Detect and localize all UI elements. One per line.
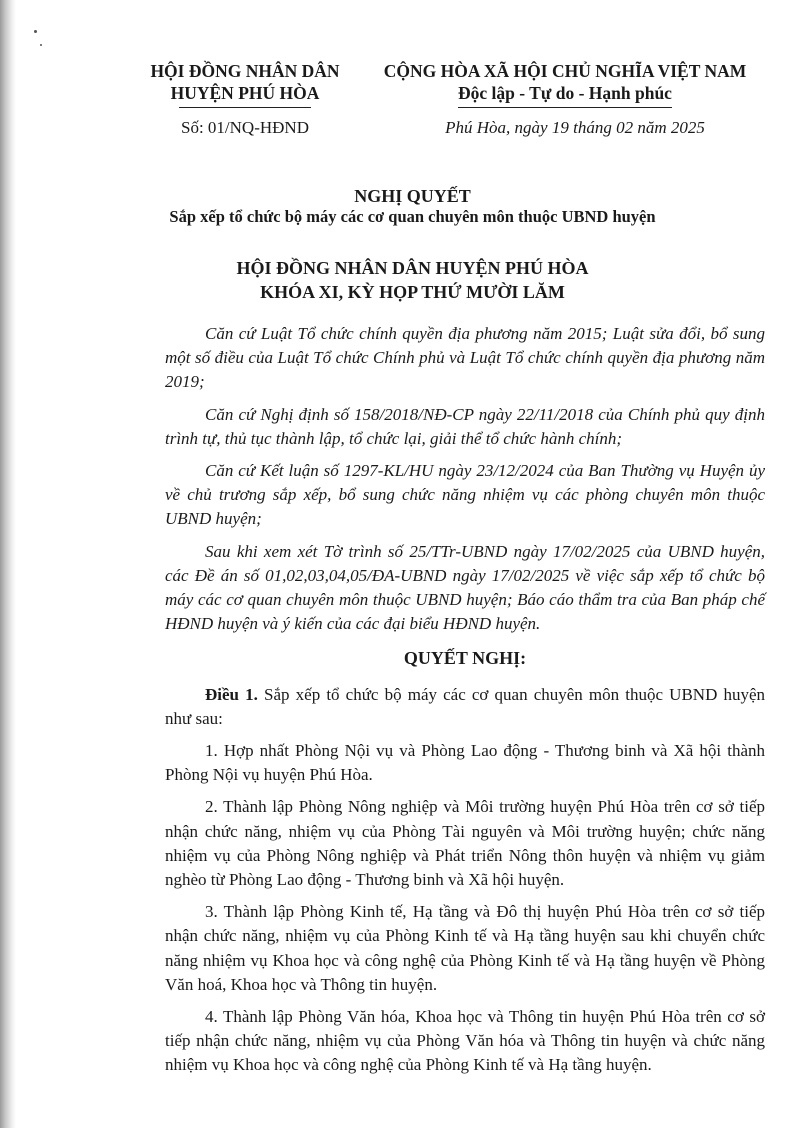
state-name: CỘNG HÒA XÃ HỘI CHỦ NGHĨA VIỆT NAM xyxy=(383,61,747,81)
national-motto xyxy=(370,60,760,104)
preamble-paragraph: Sau khi xem xét Tờ trình số 25/TTr-UBND ngày 17/02/2025 của UBND huyện, các Đề án số 01,02,03,04,05/ĐA-UBND ngày 17/02/2025 về việc sắp xếp tổ chức bộ máy các cơ quan chuyên môn thuộc UBND huyện; Báo cáo thẩm tra của Ban pháp chế HĐND huyện và ý kiến của các đại biểu HĐND huyện. xyxy=(165,541,765,634)
article-1-item: 2. Thành lập Phòng Nông nghiệp và Môi trường huyện Phú Hòa trên cơ sở tiếp nhận chức năng, nhiệm vụ của Phòng Tài nguyên và Môi trường huyện; chức năng nhiệm vụ của Phòng Nông nghiệp và Phát triển Nông thôn huyện và nhiệm vụ giảm nghèo từ Phòng Lao động - Thương binh và Xã hội huyện. xyxy=(165,797,765,890)
motto: Độc lập - Tự do - Hạnh phúc xyxy=(458,83,672,103)
place-and-date: Phú Hòa, ngày 19 tháng 02 năm 2025 xyxy=(445,118,705,137)
council-session: KHÓA XI, KỲ HỌP THỨ MƯỜI LĂM xyxy=(260,282,565,302)
issuing-organization xyxy=(120,60,370,104)
document-number: Số: 01/NQ-HĐND xyxy=(181,118,309,137)
resolution-heading: QUYẾT NGHỊ: xyxy=(403,648,527,669)
article-1-item: 3. Thành lập Phòng Kinh tế, Hạ tầng và Đô thị huyện Phú Hòa trên cơ sở tiếp nhận chức năng, nhiệm vụ của Phòng Kinh tế và Hạ tầng huyện sau khi chuyển chức năng nhiệm vụ Khoa học và công nghệ của Phòng Kinh tế và Hạ tầng huyện về Phòng Văn hoá, Khoa học và Thông tin huyện. xyxy=(165,902,765,994)
article-1-label: Điều 1. xyxy=(205,684,258,704)
article-1-text: Sắp xếp tổ chức bộ máy các cơ quan chuyên môn thuộc UBND huyện như sau: xyxy=(165,684,766,728)
preamble-paragraph: Căn cứ Nghị định số 158/2018/NĐ-CP ngày 22/11/2018 của Chính phủ quy định trình tự, thủ tục thành lập, tổ chức lại, giải thể tổ chức hành chính; xyxy=(165,404,765,448)
document-subject: Sắp xếp tổ chức bộ máy các cơ quan chuyên môn thuộc UBND huyện xyxy=(169,207,656,226)
document-type-title: NGHỊ QUYẾT xyxy=(354,186,471,206)
article-1-item: 1. Hợp nhất Phòng Nội vụ và Phòng Lao động - Thương binh và Xã hội thành Phòng Nội vụ huyện Phú Hòa. xyxy=(165,741,765,785)
preamble-paragraph: Căn cứ Luật Tổ chức chính quyền địa phương năm 2015; Luật sửa đổi, bổ sung một số điều của Luật Tổ chức Chính phủ và Luật Tổ chức chính quyền địa phương năm 2019; xyxy=(165,324,765,392)
article-1-intro xyxy=(165,683,765,731)
article-1-item: 4. Thành lập Phòng Văn hóa, Khoa học và Thông tin huyện Phú Hòa trên cơ sở tiếp nhận chức năng, nhiệm vụ của Phòng Văn hóa và Thông tin huyện và chức năng nhiệm vụ Khoa học và công nghệ của Phòng Kinh tế và Hạ tầng huyện. xyxy=(165,1007,765,1075)
issuing-council xyxy=(60,256,765,304)
org-name-line2: HUYỆN PHÚ HÒA xyxy=(170,83,320,103)
document-body xyxy=(165,322,765,1086)
org-name-line1: HỘI ĐỒNG NHÂN DÂN xyxy=(150,61,340,81)
council-name: HỘI ĐỒNG NHÂN DÂN HUYỆN PHÚ HÒA xyxy=(236,258,589,278)
preamble-paragraph: Căn cứ Kết luận số 1297-KL/HU ngày 23/12/2024 của Ban Thường vụ Huyện ủy về chủ trương sắp xếp, bổ sung chức năng nhiệm vụ các phòng chuyên môn thuộc UBND huyện; xyxy=(165,461,765,529)
